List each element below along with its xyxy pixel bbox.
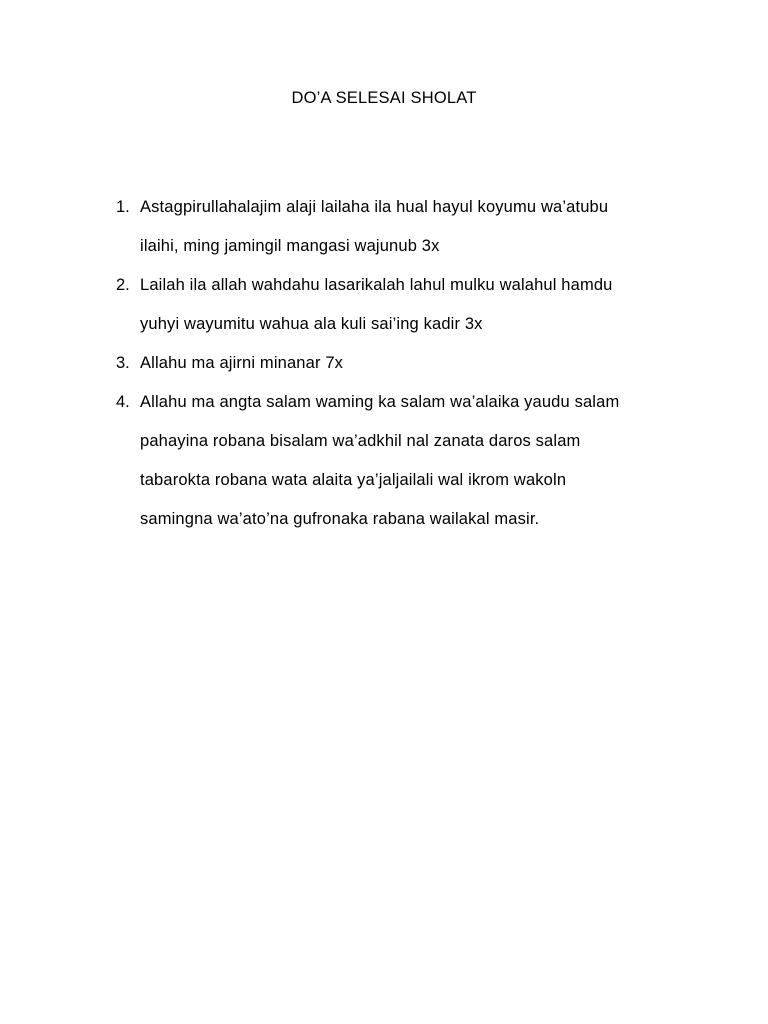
- prayer-list: [116, 188, 676, 539]
- item-line: yuhyi wayumitu wahua ala kuli sai’ing kadir 3x: [140, 315, 483, 333]
- item-number: 1.: [116, 198, 130, 216]
- item-text: [140, 344, 660, 383]
- item-line: pahayina robana bisalam wa’adkhil nal zanata daros salam: [140, 432, 581, 450]
- prayer-item-1: [116, 188, 676, 266]
- item-text: [140, 188, 660, 266]
- prayer-item-3: [116, 344, 676, 383]
- item-number: 2.: [116, 276, 130, 294]
- item-line: Astagpirullahalajim alaji lailaha ila hual hayul koyumu wa’atubu: [140, 198, 609, 216]
- item-text: [140, 266, 660, 344]
- item-line: Allahu ma angta salam waming ka salam wa’alaika yaudu salam: [140, 393, 620, 411]
- item-line: Allahu ma ajirni minanar 7x: [140, 354, 344, 372]
- document-title: DO’A SELESAI SHOLAT: [291, 89, 477, 107]
- item-text: [140, 383, 660, 539]
- item-number: 4.: [116, 393, 130, 411]
- item-line: ilaihi, ming jamingil mangasi wajunub 3x: [140, 237, 440, 255]
- prayer-item-2: [116, 266, 676, 344]
- item-number: 3.: [116, 354, 130, 372]
- item-line: samingna wa’ato’na gufronaka rabana wailakal masir.: [140, 510, 540, 528]
- item-line: Lailah ila allah wahdahu lasarikalah lahul mulku walahul hamdu: [140, 276, 613, 294]
- prayer-item-4: [116, 383, 676, 539]
- item-line: tabarokta robana wata alaita ya’jaljailali wal ikrom wakoln: [140, 471, 567, 489]
